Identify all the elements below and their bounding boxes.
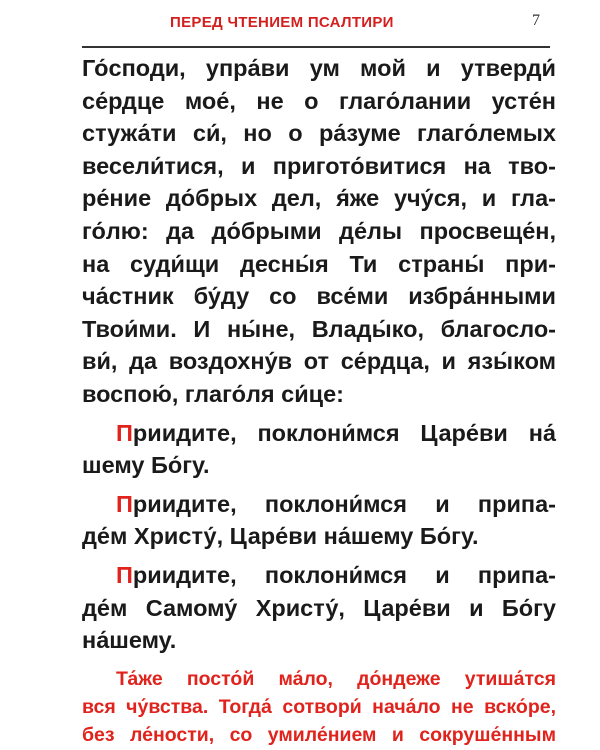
invocation-text: риидите, поклони́мся Царе́ви на́ (132, 419, 556, 446)
invocation-first-line (82, 559, 556, 592)
header-rule (82, 46, 550, 48)
running-header (80, 8, 550, 40)
prayer-line: Твои́ми. И ны́не, Влады́ко, благосло- (82, 315, 556, 342)
invocation-1 (82, 417, 556, 482)
invocation-text: риидите, поклони́мся и припа- (132, 490, 556, 517)
prayer-line: се́рдце мое́, не о глаго́лании усте́н (82, 87, 556, 114)
invocation-first-line (82, 417, 556, 450)
prayer-line: воспою́, глаго́ля си́це: (82, 380, 344, 407)
prayer-line: ча́стник бу́ду со все́ми избра́нными (82, 283, 556, 310)
page-number: 7 (532, 12, 540, 29)
red-initial: П (116, 561, 133, 588)
prayer-line: весели́тися, и пригото́витися на тво- (82, 152, 556, 179)
rubric-instructions (82, 665, 556, 749)
prayer-line: стужа́ти си́, но о ра́зуме глаго́лемых (82, 120, 556, 147)
header-title: ПЕРЕД ЧТЕНИЕМ ПСАЛТИРИ (170, 14, 394, 31)
red-initial: П (116, 490, 133, 517)
body-text (82, 52, 556, 749)
rubric-line: вся чу́вства. Тогда́ сотвори́ нача́ло не вско́ре, (82, 695, 556, 718)
invocation-line: на́шему. (82, 627, 177, 654)
invocation-3 (82, 559, 556, 657)
prayer-line: ви́, да воздохну́в от се́рдца, и язы́ком (82, 348, 556, 375)
rubric-line: без ле́ности, со умиле́нием и сокруше́нным (82, 723, 556, 746)
prayer-line: ре́ние до́брых дел, я́же учу́ся, и гла- (82, 185, 556, 212)
prayer-line: Го́споди, упра́ви ум мой и утверди́ (82, 55, 556, 81)
invocation-first-line (82, 488, 556, 521)
invocation-2 (82, 488, 556, 553)
prayer-line: на суди́щи десны́я Ти страны́ при- (82, 250, 556, 277)
invocation-line: шему Бо́гу. (82, 452, 210, 479)
invocation-line: де́м Самому́ Христу́, Царе́ви и Бо́гу (82, 594, 556, 621)
invocation-text: риидите, поклони́мся и припа- (132, 561, 556, 588)
prayer-line: го́лю: да до́брыми де́лы просвеще́н, (82, 217, 556, 244)
rubric-line: Та́же посто́й ма́ло, до́ндеже утиша́тся (116, 667, 556, 690)
invocation-line: де́м Христу́, Царе́ви на́шему Бо́гу. (82, 523, 479, 550)
opening-prayer (82, 52, 556, 411)
red-initial: П (116, 419, 133, 446)
